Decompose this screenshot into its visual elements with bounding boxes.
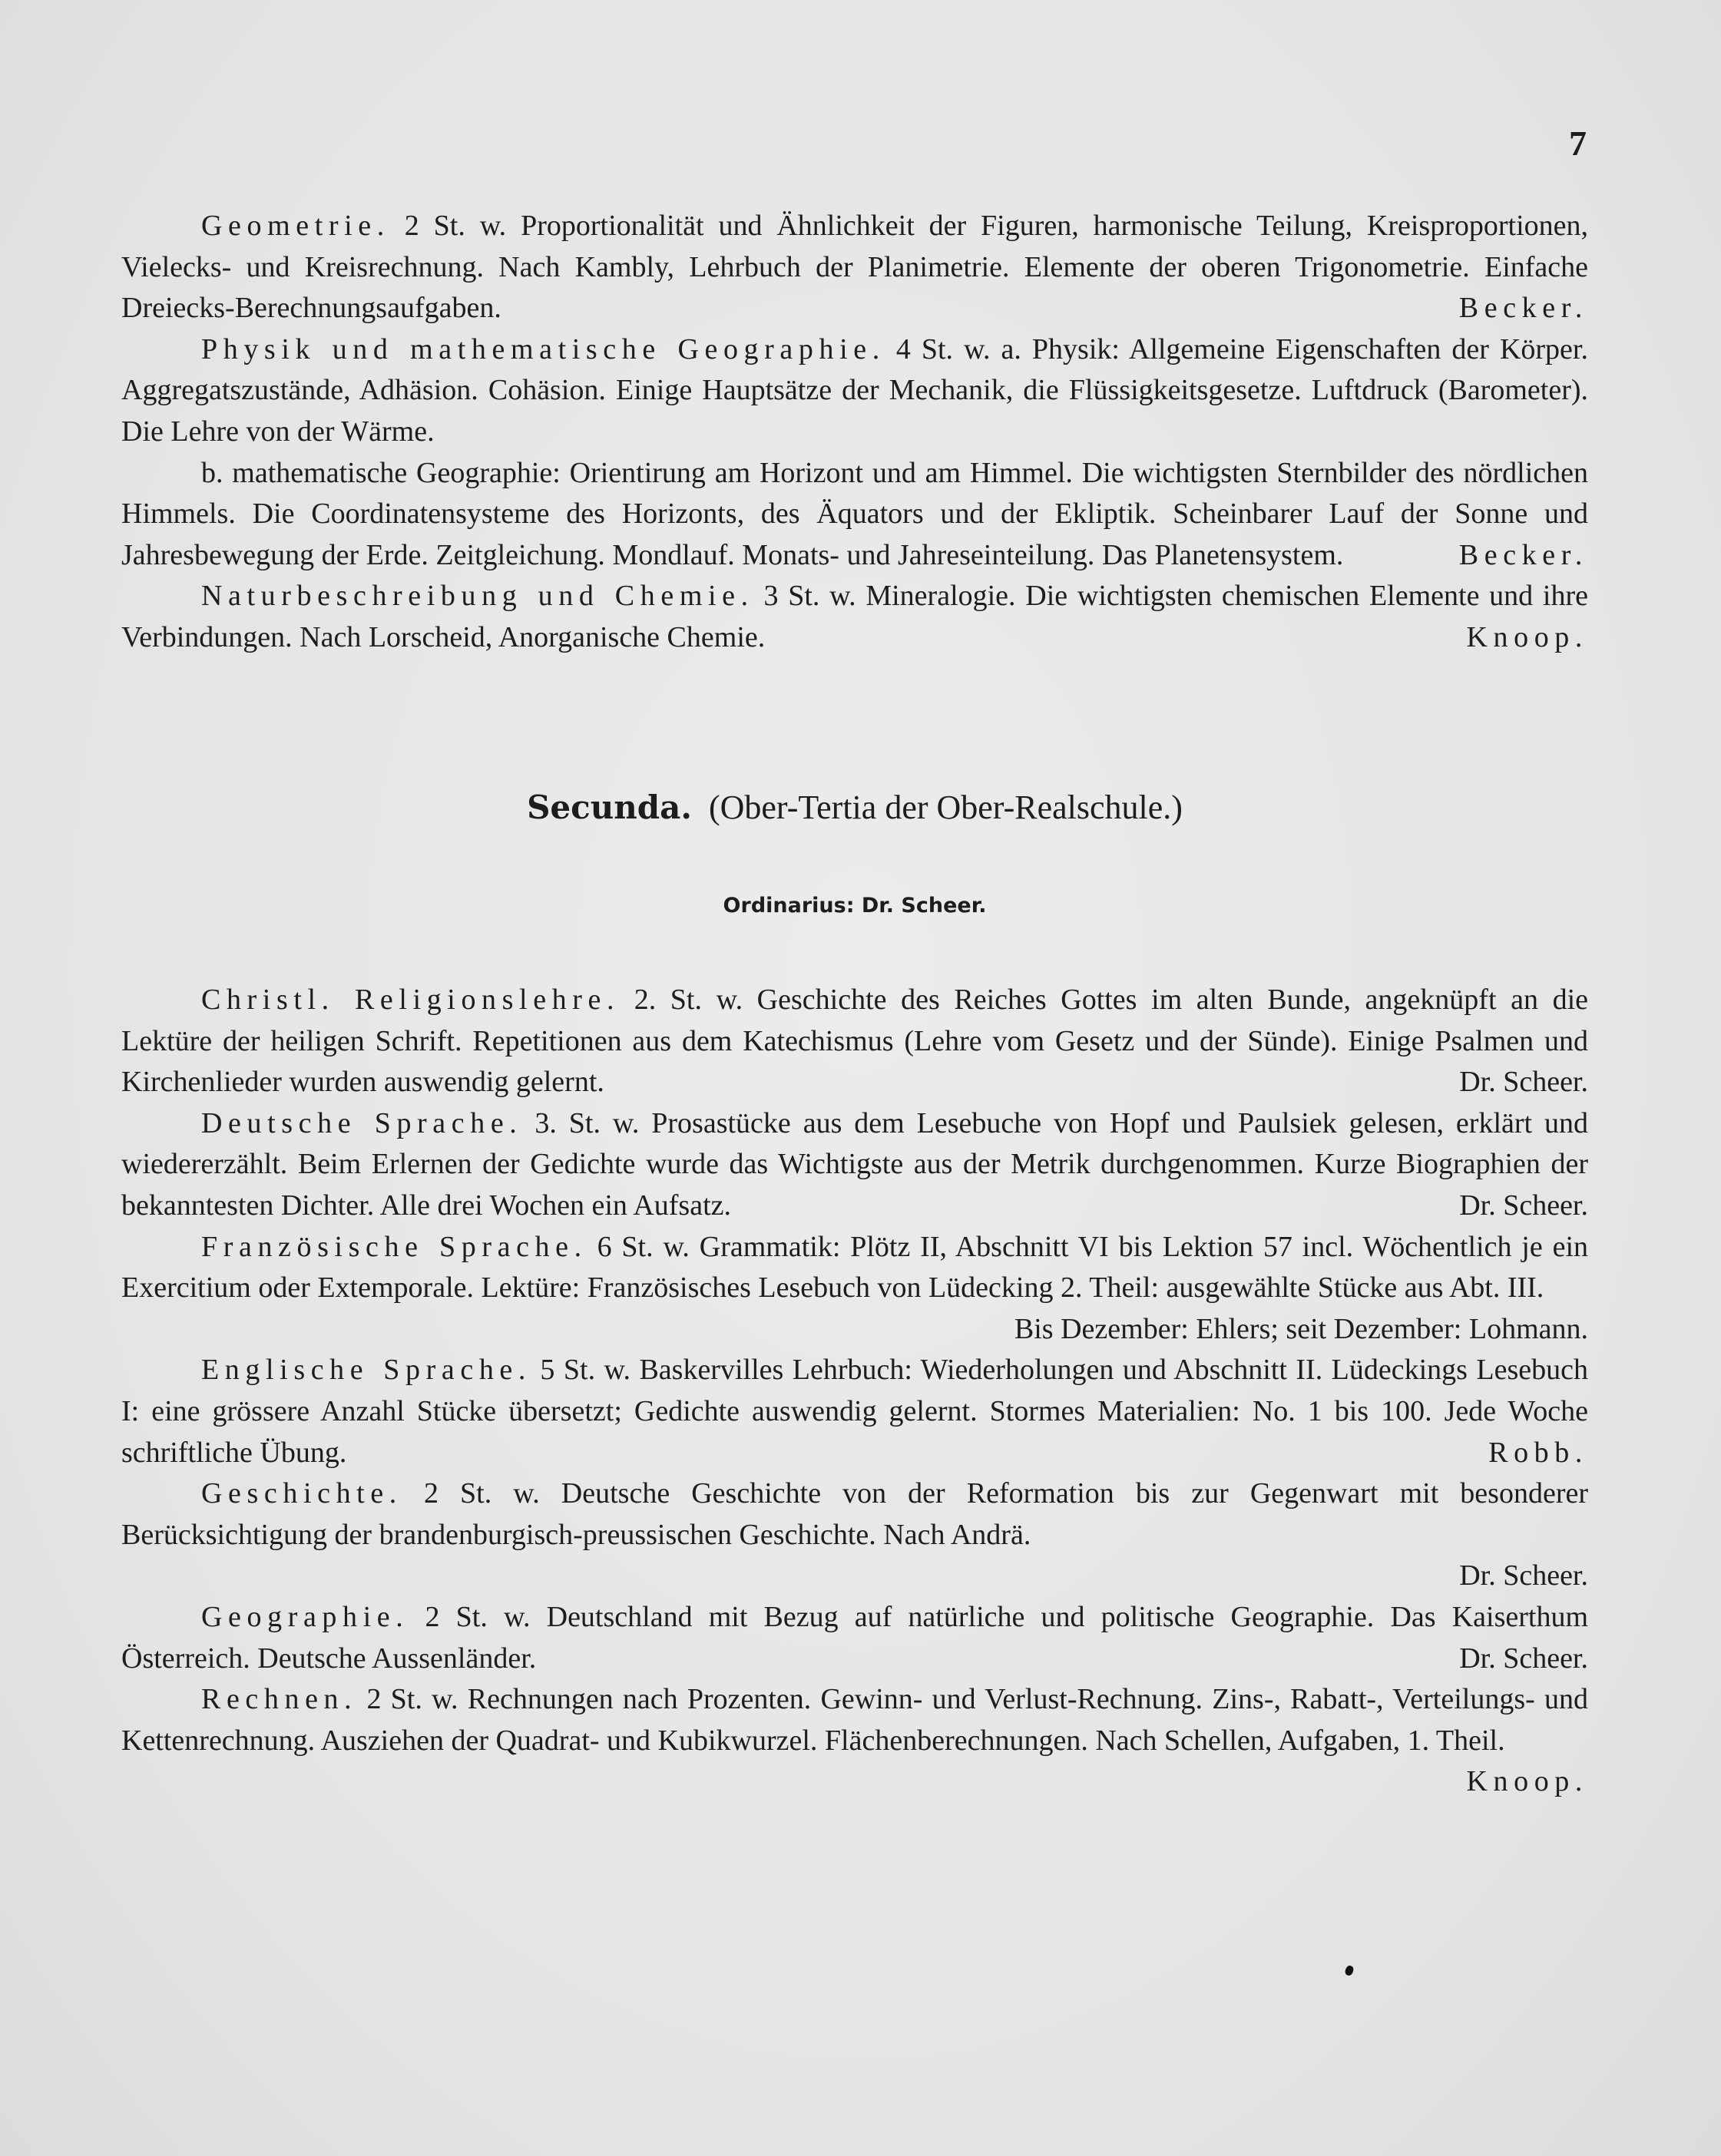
subject-text: 6 St. w. Grammatik: Plötz II, Abschnitt VI bis Lektion 57 incl. Wöchentlich je ein Exercitium oder Extemporale. Lektüre: Französisches Lesebuch von Lüdecking 2. Theil: ausgewählte Stücke aus Abt. III. bbox=[121, 1230, 1588, 1305]
subject-paragraph-geography bbox=[121, 1597, 1588, 1679]
subject-text: 3. St. w. Prosastücke aus dem Lesebuche von Hopf und Paulsiek gelesen, erklärt und wiedererzählt. Beim Erlernen der Gedichte wurde das Wichtigste aus der Metrik durchgenommen. Kurze Biographien der bekanntesten Dichter. Alle drei Wochen ein Aufsatz. bbox=[121, 1106, 1588, 1222]
subject-heading: Christl. Religionslehre. bbox=[201, 984, 621, 1016]
section-subtitle: (Ober-Tertia der Ober-Realschule.) bbox=[708, 789, 1183, 826]
teacher-signature: Dr. Scheer. bbox=[1459, 1066, 1588, 1099]
subject-heading: Geographie. bbox=[201, 1600, 409, 1633]
subject-text: 2 St. w. Deutsche Geschichte von der Reformation bis zur Gegenwart mit besonderer Berücksichtigung der brandenburgisch-preussischen Geschichte. Nach Andrä. bbox=[121, 1477, 1588, 1551]
subject-text: 3 St. w. Mineralogie. Die wichtigsten chemischen Elemente und ihre Verbindungen. Nach Lorscheid, Anorganische Chemie. bbox=[121, 580, 1588, 653]
subject-heading: Französische Sprache. bbox=[201, 1230, 587, 1263]
subject-text: 2 St. w. Rechnungen nach Prozenten. Gewinn- und Verlust-Rechnung. Zins-, Rabatt-, Verteilungs- und Kettenrechnung. Ausziehen der Quadrat- und Kubikwurzel. Flächenberechnungen. Nach Schellen, Aufgaben, 1. Theil. bbox=[121, 1683, 1588, 1757]
page-number: 7 bbox=[1569, 124, 1587, 163]
subject-text: 2 St. w. Proportionalität und Ähnlichkeit der Figuren, harmonische Teilung, Kreisproportionen, Vielecks- und Kreisrechnung. Nach Kambly, Lehrbuch der Planimetrie. Elemente der oberen Trigonometrie. Einfache Dreiecks-Berechnungsaufgaben. bbox=[121, 210, 1588, 325]
subject-paragraph-religion bbox=[121, 980, 1588, 1103]
subject-paragraph-physics bbox=[121, 329, 1588, 453]
subject-paragraph-natural-science bbox=[121, 576, 1588, 658]
subject-heading: Englische Sprache. bbox=[201, 1354, 531, 1387]
teacher-note: Dr. Scheer. bbox=[1459, 1559, 1588, 1592]
ordinarius-line: Ordinarius: Dr. Scheer. bbox=[723, 894, 987, 918]
teacher-note: Bis Dezember: Ehlers; seit Dezember: Lohmann. bbox=[1014, 1312, 1588, 1345]
teacher-signature: Dr. Scheer. bbox=[1459, 1189, 1588, 1222]
teacher-signature: Robb. bbox=[1488, 1436, 1588, 1469]
subject-text: 5 St. w. Baskervilles Lehrbuch: Wiederholungen und Abschnitt II. Lüdeckings Lesebuch I: eine grössere Anzahl Stücke übersetzt; Gedichte auswendig gelernt. Stormes Materialien: No. 1 bis 100. Jede Woche schriftliche Übung. bbox=[121, 1354, 1588, 1469]
subject-heading: Geschichte. bbox=[201, 1477, 402, 1510]
subject-heading: Naturbeschreibung und Chemie. bbox=[201, 580, 754, 613]
section-heading bbox=[121, 786, 1588, 829]
subject-text: 2 St. w. Deutschland mit Bezug auf natürliche und politische Geographie. Das Kaiserthum Österreich. Deutsche Aussenländer. bbox=[121, 1600, 1588, 1675]
subject-text: 2. St. w. Geschichte des Reiches Gottes im alten Bunde, angeknüpft an die Lektüre der heiligen Schrift. Repetitionen aus dem Katechismus (Lehre vom Gesetz und der Sünde). Einige Psalmen und Kirchenlieder wurden auswendig gelernt. bbox=[121, 984, 1588, 1099]
teacher-signature: Becker. bbox=[1458, 292, 1588, 325]
ink-spot bbox=[1344, 1965, 1355, 1977]
subject-text: b. mathematische Geographie: Orientirung am Horizont und am Himmel. Die wichtigsten Sternbilder des nördlichen Himmels. Die Coordinatensysteme des Horizonts, des Äquators und der Ekliptik. Scheinbarer Lauf der Sonne und Jahresbewegung der Erde. Zeitgleichung. Mondlauf. Monats- und Jahreseinteilung. Das Planetensystem. bbox=[121, 456, 1588, 571]
section-title: Secunda. bbox=[527, 789, 692, 826]
teacher-signature: Knoop. bbox=[1466, 1765, 1588, 1798]
subject-paragraph-history bbox=[121, 1473, 1588, 1597]
teacher-signature: Dr. Scheer. bbox=[1459, 1642, 1588, 1675]
subject-heading: Deutsche Sprache. bbox=[201, 1106, 523, 1139]
subject-heading: Geometrie. bbox=[201, 210, 390, 242]
teacher-signature: Becker. bbox=[1458, 538, 1588, 571]
subject-heading: Physik und mathematische Geographie. bbox=[201, 332, 885, 365]
subject-paragraph-french bbox=[121, 1227, 1588, 1351]
subject-heading: Rechnen. bbox=[201, 1683, 358, 1716]
curriculum-block-secunda bbox=[121, 980, 1588, 1803]
subject-text: 4 St. w. a. Physik: Allgemeine Eigenschaften der Körper. Aggregatszustände, Adhäsion. Cohäsion. Einige Hauptsätze der Mechanik, die Flüssigkeitsgesetze. Luftdruck (Barometer). Die Lehre von der Wärme. bbox=[121, 332, 1588, 448]
subject-paragraph-arithmetic bbox=[121, 1679, 1588, 1798]
teacher-signature: Knoop. bbox=[1466, 620, 1588, 653]
curriculum-block-upper bbox=[121, 206, 1588, 659]
subject-paragraph-english bbox=[121, 1350, 1588, 1473]
subject-paragraph-geometry bbox=[121, 206, 1588, 329]
subject-paragraph-german bbox=[121, 1103, 1588, 1227]
subject-paragraph-math-geography bbox=[121, 453, 1588, 577]
